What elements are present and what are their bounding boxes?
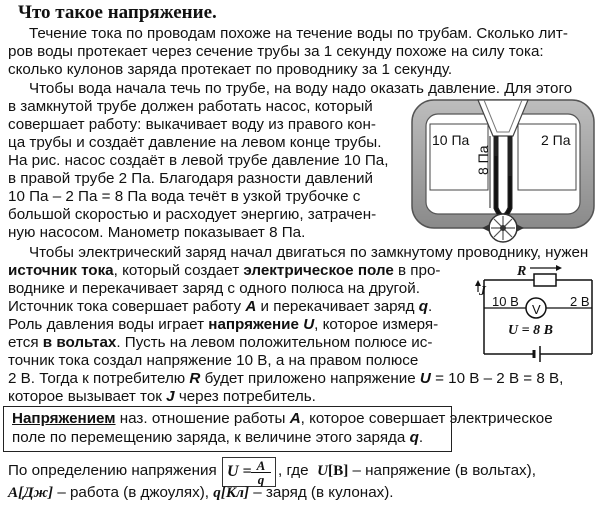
text-line: ца трубы и создаёт давление на левом конце трубы. — [8, 134, 382, 151]
text-line: в замкнутой трубе должен работать насос, который — [8, 98, 373, 115]
text-line: ную насосом. Манометр показывает 8 Па. — [8, 224, 306, 241]
text-line: 10 Па – 2 Па = 8 Па вода течёт в узкой трубочке с — [8, 188, 361, 205]
right-pressure-label: 2 Па — [541, 132, 571, 148]
text-line: сколько кулонов заряда протекает по проводнику за 1 секунду. — [8, 61, 453, 78]
text-line: На рис. насос создаёт в левой трубе давление 10 Па, — [8, 152, 389, 169]
text-line: Чтобы электрический заряд начал двигаться по замкнутому проводнику, нужен — [29, 244, 589, 261]
text-line: ется в вольтах. Пусть на левом положительном полюсе ис- — [8, 334, 433, 351]
text-line: воднике и перекачивает заряд с одного полюса на другой. — [8, 280, 420, 297]
text-line: ров воды протекает через сечение трубы за 1 секунду похоже на силу тока: — [8, 43, 544, 60]
text-line: точник тока создал напряжение 10 В, а на правом полюсе — [8, 352, 419, 369]
definition-box — [3, 406, 553, 452]
formula-fraction: $\frac{A}{q}$ — [251, 459, 271, 486]
text-line: которое вызывает ток J через потребитель. — [8, 388, 316, 405]
text-line: Течение тока по проводам похоже на течение воды по трубам. Сколько лит- — [29, 25, 568, 42]
right-voltage-label: 2 В — [570, 294, 590, 309]
text-line: источник тока, который создает электрическое поле в про- — [8, 262, 441, 279]
definition-line: Напряжением наз. отношение работы A, которое совершает электрическое — [12, 410, 553, 427]
formula-intro: По определению напряжения — [8, 462, 217, 479]
water-pipe-figure — [408, 96, 598, 246]
text-line: большой скоростью и расходует энергию, затрачен- — [8, 206, 377, 223]
formula-desc-line: , где U[В] – напряжение (в вольтах), — [278, 462, 536, 479]
left-voltage-label: 10 В — [492, 294, 519, 309]
page-title: Что такое напряжение. — [18, 2, 217, 23]
formula-u: U = — [227, 463, 252, 480]
voltmeter-symbol: V — [532, 302, 541, 317]
current-label: J — [479, 284, 486, 299]
definition-line: поле по перемещению заряда, к величине этого заряда q. — [12, 429, 424, 446]
formula-desc-line: A[Дж] – работа (в джоулях), q[Кл] – заряд (в кулонах). — [8, 484, 394, 501]
resistor-label: R — [517, 264, 527, 279]
gauge-label: 8 Па — [475, 145, 491, 175]
text-line: Источник тока совершает работу A и перекачивает заряд q. — [8, 298, 433, 315]
text-line: Чтобы вода начала течь по трубе, на воду надо оказать давление. Для этого — [29, 80, 573, 97]
formula-box — [222, 457, 276, 487]
left-pressure-label: 10 Па — [432, 132, 470, 148]
voltage-value-label: U = 8 В — [508, 323, 553, 338]
text-line: Роль давления воды играет напряжение U, которое измеря- — [8, 316, 439, 333]
text-line: в правой трубе 2 Па. Благодаря разности давлений — [8, 170, 374, 187]
text-line: 2 В. Тогда к потребителю R будет приложено напряжение U = 10 В – 2 В = 8 В, — [8, 370, 564, 387]
text-line: совершает работу: выкачивает воду из правого кон- — [8, 116, 376, 133]
